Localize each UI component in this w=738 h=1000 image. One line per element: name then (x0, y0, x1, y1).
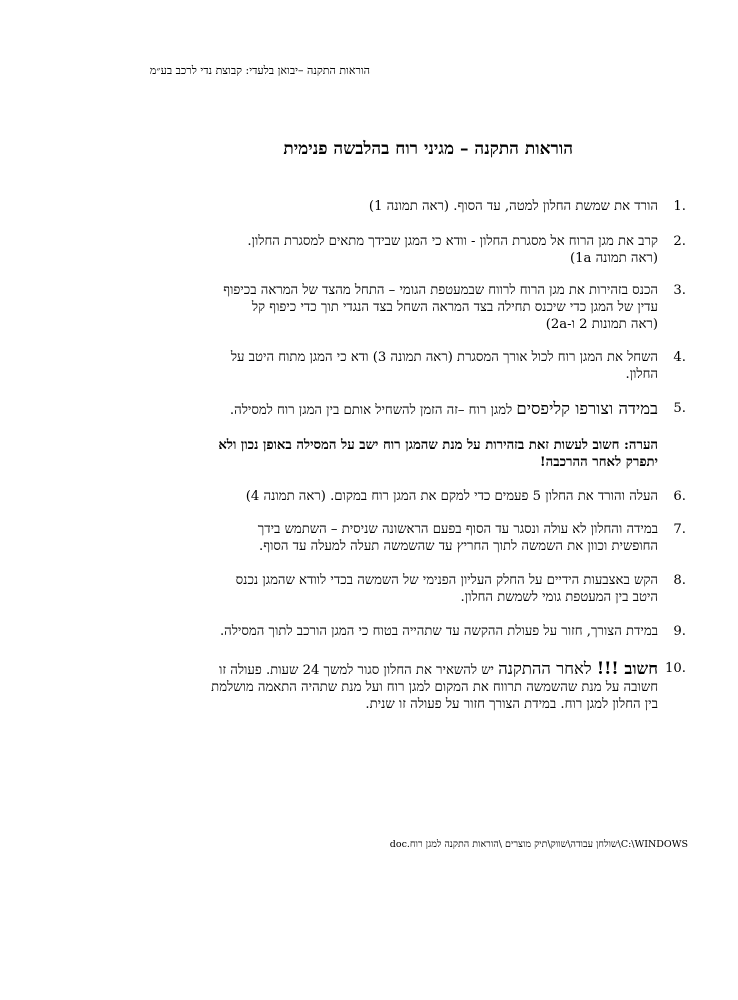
item-text: החופשית וכוון את השמשה לתוך החריץ עד שהשמשה תעלה למעלה עד הסוף. (259, 539, 658, 554)
item-rest: יש להשאיר את החלון סגור למשך 24 שעות. פעולה זו (219, 663, 499, 678)
instruction-item-8 (78, 572, 686, 606)
item-text: הכנס בזהירות את מגן הרוח לרווח שבמעטפת הגומי – התחל מהצד של המראה בכיפוף (223, 283, 658, 298)
item-text: חשובה על מנת שהשמשה תרווח את המקום למגן רוח ועל מנת שתהיה התאמה מושלמת (211, 680, 658, 695)
instruction-item-1 (78, 198, 686, 215)
item-text: הקש באצבעות הידיים על החלק העליון הפנימי של השמשה בכדי לוודא שהמגן נכנס (235, 573, 658, 588)
item-number: 9. (673, 624, 686, 639)
instruction-item-2 (78, 233, 686, 267)
instruction-item-4 (78, 349, 686, 383)
item-text: עדין של המגן כדי שיכנס תחילה בצד המראה השחל בצד הנגדי תוך כדי כיפוף קל (251, 300, 658, 315)
item-lead: לאחר ההתקנה (498, 659, 597, 678)
item-number: 5. (673, 401, 686, 416)
item-number: 6. (673, 489, 686, 504)
page-title: הוראות התקנה – מגיני רוח בהלבשה פנימית (283, 139, 573, 159)
item-text: העלה והורד את החלון 5 פעמים כדי למקם את המגן רוח במקום. (ראה תמונה 4) (245, 489, 658, 504)
item-number: 3. (673, 283, 686, 298)
page-header: הוראות התקנה –יבואן בלעדי: קבוצת נדי לרכב בע״מ (149, 64, 370, 77)
item-text (78, 400, 658, 419)
item-number: 10. (665, 661, 686, 676)
item-text: (ראה תמונות 2 ו-2a) (545, 317, 658, 332)
item-number: 8. (673, 573, 686, 588)
item-text: במידת הצורך, חזור על פעולת ההקשה עד שתהייה בטוח כי המגן הורכב לתוך המסילה. (219, 624, 658, 639)
item-number: 1. (673, 199, 686, 214)
item-text: החלון. (625, 367, 658, 382)
instruction-item-10 (78, 659, 686, 713)
item-rest: למגן רוח –זה הזמן להשחיל אותם בין המגן רוח למסילה. (229, 403, 517, 418)
item-text: קרב את מגן הרוח אל מסגרת החלון - וודא כי המגן שבידך מתאים למסגרת החלון. (247, 234, 658, 249)
instruction-item-6 (78, 488, 686, 505)
item-text: במידה והחלון לא עולה ונסגר עד הסוף בפעם הראשונה שניסית – השתמש בידך (257, 522, 658, 537)
instruction-item-9 (78, 623, 686, 640)
item-text: הורד את שמשת החלון למטה, עד הסוף. (ראה תמונה 1) (368, 199, 658, 214)
note-text: יתפרק לאחר ההרכבה! (539, 455, 658, 470)
instruction-item-3 (78, 282, 686, 333)
file-path-footer: C:\WINDOWS\שולחן עבודה\שווק\תיק מוצרים \הוראות התקנה למגן רוח.doc (389, 839, 688, 850)
item-number: 7. (673, 522, 686, 537)
note-text: הערה: חשוב לעשות זאת בזהירות על מנת שהמגן רוח ישב על המסילה באופן נכון ולא (218, 438, 658, 453)
item-number: 2. (673, 234, 686, 249)
important-note (58, 437, 658, 471)
item-text: היטב בין המעטפת גומי לשמשת החלון. (460, 590, 658, 605)
item-text: בין החלון למגן רוח. במידת הצורך חזור על פעולה זו שנית. (365, 697, 658, 712)
item-lead: במידה וצורפו קליפסים (516, 399, 658, 418)
item-text (78, 660, 658, 679)
item-text: (ראה תמונה 1a) (569, 251, 658, 266)
item-lead-bold: חשוב !!! (596, 659, 658, 678)
item-text: השחל את המגן רוח לכול אורך המסגרת (ראה תמונה 3) ודא כי המגן מתוח היטב על (230, 350, 658, 365)
instruction-item-7 (78, 521, 686, 555)
instruction-item-5 (78, 399, 686, 419)
item-number: 4. (673, 350, 686, 365)
